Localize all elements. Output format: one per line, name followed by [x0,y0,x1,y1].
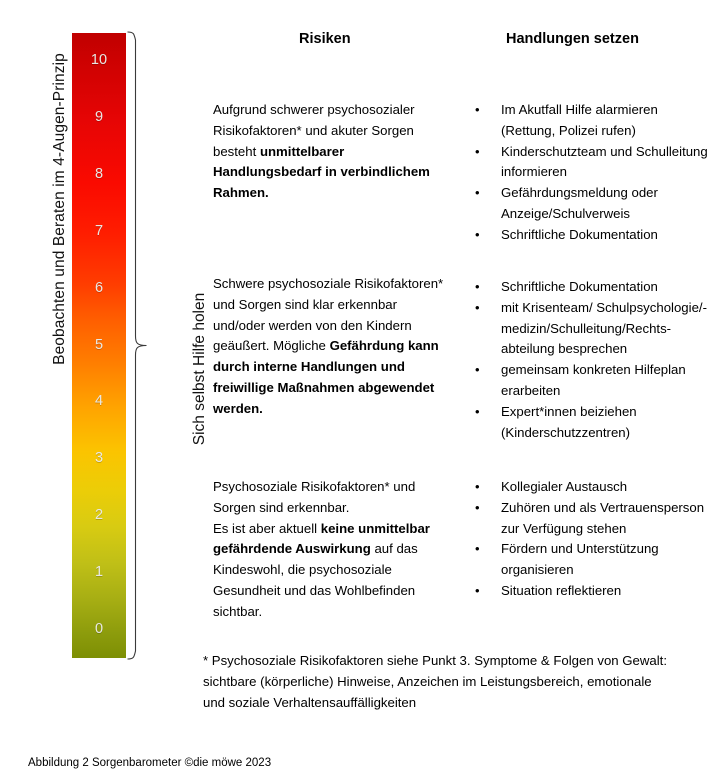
action-bullet-item: • Gefährdungsmeldung oder Anzeige/Schulverweis [470,183,708,225]
bracket-label-self-help: Sich selbst Hilfe holen [191,292,208,446]
risk-text-segment: auf das Kindeswohl, die psychosoziale Gesundheit und das Wohlbefinden sichtbar. [213,541,418,619]
risk-text-risk-high [213,100,445,204]
barometer-scale-value-0: 0 [94,620,104,637]
barometer-scale-value-2: 2 [94,506,104,523]
action-bullet-item: • Situation reflektieren [470,581,708,602]
action-list-actions-high [470,100,708,246]
action-list-actions-low [470,477,708,602]
barometer-scale-value-5: 5 [94,336,104,353]
action-bullet-item: • Kinderschutzteam und Schulleitung informieren [470,142,708,184]
action-bullet-item: • mit Krisenteam/ Schulpsychologie/-medizin/Schulleitung/Rechts-abteilung besprechen [470,298,708,360]
action-bullet-item: • Schriftliche Dokumentation [470,225,708,246]
barometer-scale-value-1: 1 [94,563,104,580]
action-bullet-item: • gemeinsam konkreten Hilfeplan erarbeiten [470,360,708,402]
action-bullet-list [470,277,708,443]
barometer-scale-value-10: 10 [90,52,108,69]
action-bullet-list [470,100,708,246]
action-list-actions-medium [470,277,708,443]
footnote-risk-factors: * Psychosoziale Risikofaktoren siehe Punkt 3. Symptome & Folgen von Gewalt: sichtbare (körperliche) Hinweise, Anzeichen im Leistungsbereich, emotionale und soziale Verhaltensauffälligkeiten [203,653,667,710]
action-bullet-item: • Schriftliche Dokumentation [470,277,708,298]
risk-text-segment: Schwere psychosoziale Risikofaktoren* und Sorgen sind klar erkennbar und/oder werden von den Kindern geäußert. Mögliche [213,276,444,354]
axis-label-observe-advise: Beobachten und Beraten im 4-Augen-Prinzip [51,53,68,365]
self-help-bracket-icon [126,31,148,660]
risk-text-segment: Es ist aber aktuell [213,520,321,536]
barometer-scale-value-9: 9 [94,109,104,126]
action-bullet-item: • Expert*innen beiziehen (Kinderschutzzentren) [470,402,708,444]
risk-text-segment: keine unmittelbar gefährdende Auswirkung [213,520,430,557]
action-bullet-item: • Kollegialer Austausch [470,477,708,498]
barometer-scale-value-8: 8 [94,166,104,183]
risk-text-risk-medium [213,274,445,420]
risk-text-segment: unmittelbarer Handlungsbedarf in verbindlichem Rahmen. [213,143,430,201]
action-bullet-item: • Im Akutfall Hilfe alarmieren (Rettung, Polizei rufen) [470,100,708,142]
figure-caption: Abbildung 2 Sorgenbarometer ©die möwe 2023 [28,757,272,769]
risk-text-segment: Gefährdung kann durch interne Handlungen und freiwillige Maßnahmen abgewendet werden. [213,338,439,416]
column-header-actions: Handlungen setzen [506,31,639,47]
barometer-scale-value-6: 6 [94,279,104,296]
action-bullet-list [470,477,708,602]
barometer-scale-value-7: 7 [94,222,104,239]
column-header-risks: Risiken [299,31,351,47]
barometer-scale-value-3: 3 [94,450,104,467]
action-bullet-item: • Fördern und Unterstützung organisieren [470,539,708,581]
risk-text-segment: Psychosoziale Risikofaktoren* und Sorgen sind erkennbar. [213,479,416,515]
risk-text-risk-low [213,477,445,623]
barometer-scale-value-4: 4 [94,393,104,410]
risk-text-segment: Aufgrund schwerer psychosozialer Risikofaktoren* und akuter Sorgen besteht [213,102,415,159]
action-bullet-item: • Zuhören und als Vertrauensperson zur Verfügung stehen [470,498,708,540]
